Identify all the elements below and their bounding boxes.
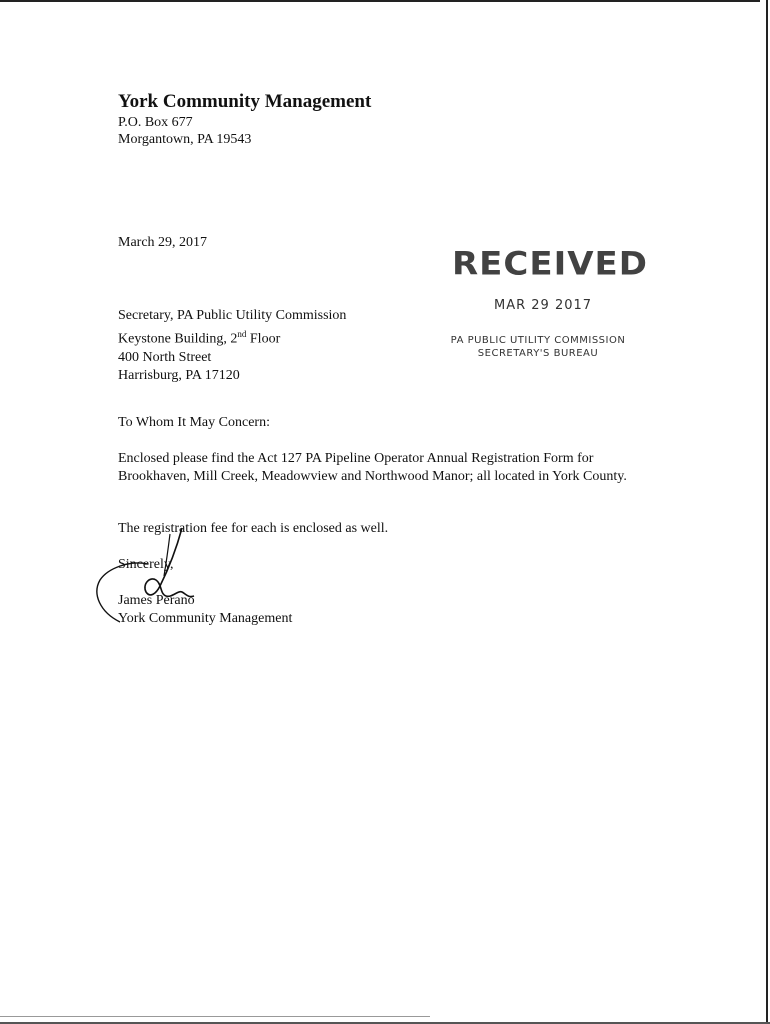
received-stamp — [430, 244, 648, 374]
recipient-line-2-end: Floor — [246, 331, 281, 347]
address-line-1: P.O. Box 677 — [118, 115, 193, 130]
body-paragraph-2: The registration fee for each is enclosed as well. — [118, 521, 389, 536]
scan-edge-line — [0, 1016, 430, 1017]
closing: Sincerely, — [118, 557, 174, 572]
signer-organization: York Community Management — [118, 611, 293, 626]
stamp-date: MAR 29 2017 — [494, 298, 593, 313]
recipient-line-4: Harrisburg, PA 17120 — [118, 367, 240, 383]
recipient-line-2-main: Keystone Building, 2 — [118, 331, 238, 347]
stamp-organization — [438, 334, 638, 360]
signer-name: James Perano — [118, 593, 195, 608]
handwritten-signature — [90, 520, 210, 630]
body-paragraph-1: Enclosed please find the Act 127 PA Pipeline Operator Annual Registration Form for Brookhaven, Mill Creek, Meadowview and Northwood Manor; all located in York County. — [118, 451, 627, 484]
scan-edge-top — [0, 0, 760, 2]
recipient-line-2-sup: nd — [237, 329, 247, 339]
recipient-line-3: 400 North Street — [118, 349, 212, 365]
letter-date: March 29, 2017 — [118, 235, 208, 250]
stamp-received-word: RECEIVED — [452, 245, 648, 283]
letterhead — [118, 90, 371, 148]
stamp-org-line-1: PA PUBLIC UTILITY COMMISSION — [450, 335, 626, 346]
stamp-org-line-2: SECRETARY'S BUREAU — [477, 348, 599, 359]
salutation: To Whom It May Concern: — [118, 415, 270, 430]
address-line-2: Morgantown, PA 19543 — [118, 132, 252, 147]
recipient-line-2 — [118, 325, 346, 349]
scan-edge-right — [766, 0, 768, 1024]
recipient-address — [118, 307, 346, 385]
recipient-line-1: Secretary, PA Public Utility Commission — [118, 308, 347, 323]
company-name: York Community Management — [118, 91, 372, 112]
